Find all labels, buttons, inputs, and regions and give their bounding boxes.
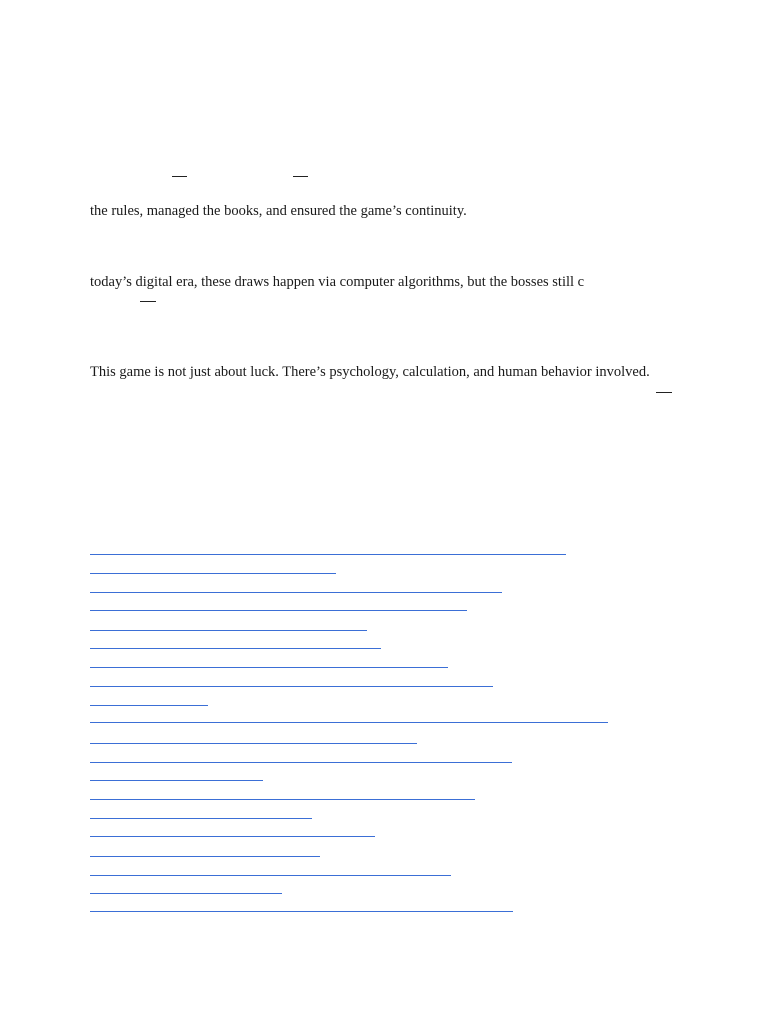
hyperlink-underline[interactable] xyxy=(90,799,475,800)
hyperlink-underline[interactable] xyxy=(90,554,566,555)
body-text-line: the rules, managed the books, and ensured the game’s continuity. xyxy=(90,203,467,219)
hyperlink-underline[interactable] xyxy=(90,630,367,631)
hyperlink-underline[interactable] xyxy=(90,893,282,894)
hyperlink-underline[interactable] xyxy=(90,836,375,837)
hyperlink-underline[interactable] xyxy=(90,573,336,574)
hyperlink-underline[interactable] xyxy=(90,762,512,763)
hyperlink-underline[interactable] xyxy=(90,648,381,649)
hyperlink-underline[interactable] xyxy=(90,911,513,912)
hyperlink-underline[interactable] xyxy=(90,780,263,781)
hyperlink-underline[interactable] xyxy=(90,686,493,687)
hyperlink-underline[interactable] xyxy=(90,743,417,744)
hyperlink-underline[interactable] xyxy=(90,875,451,876)
hyperlink-underline[interactable] xyxy=(90,667,448,668)
hyperlink-underline[interactable] xyxy=(90,705,208,706)
hyperlink-underline[interactable] xyxy=(90,592,502,593)
hyperlink-underline[interactable] xyxy=(90,818,312,819)
hyperlink-underline[interactable] xyxy=(90,856,320,857)
hyperlink-underline[interactable] xyxy=(90,722,608,723)
body-text-line: today’s digital era, these draws happen via computer algorithms, but the bosses still c xyxy=(90,274,585,290)
body-text-line: This game is not just about luck. There’s psychology, calculation, and human behavior involved. xyxy=(90,364,650,380)
hyperlink-underline[interactable] xyxy=(90,610,467,611)
